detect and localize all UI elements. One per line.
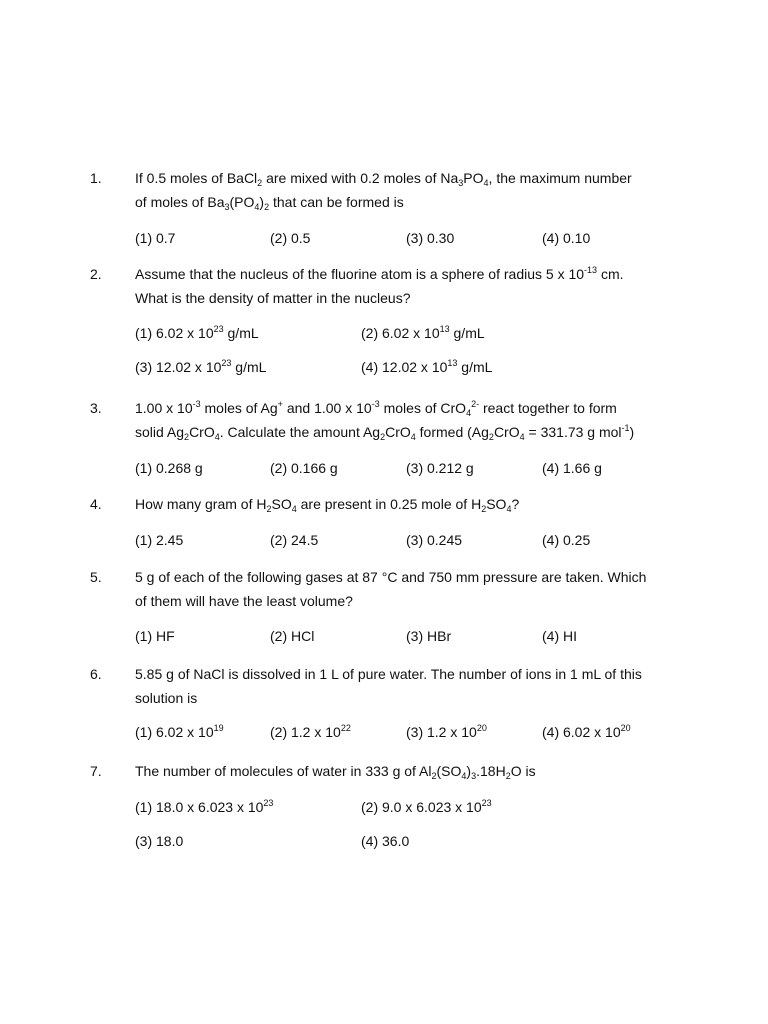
subscript: 3 (458, 178, 464, 188)
subscript: 2 (264, 202, 270, 212)
text-run: (3) 18.0 (135, 833, 184, 849)
text-run: Assume that the nucleus of the fluorine atom is a sphere of radius 5 x 10 (135, 266, 585, 282)
answer-option (135, 325, 259, 341)
subscript: 3 (471, 771, 477, 781)
answer-option (542, 724, 631, 740)
subscript: 4 (506, 504, 512, 514)
subscript: 3 (224, 202, 230, 212)
question-text-line (135, 290, 410, 306)
text-run: The number of molecules of water in 333 g of Al (135, 763, 432, 779)
answer-option (542, 628, 577, 644)
text-run: 1.00 x 10 (135, 400, 193, 416)
question-number: 4. (90, 496, 102, 512)
text-run: moles of CrO (379, 400, 467, 416)
text-run: and 1.00 x 10 (282, 400, 372, 416)
text-run: of moles of Ba (135, 194, 225, 210)
superscript: 13 (447, 358, 458, 368)
subscript: 2 (184, 432, 190, 442)
answer-option (135, 799, 273, 815)
text-run: CrO (385, 424, 411, 440)
text-run: SO (271, 496, 292, 512)
text-run: are mixed with 0.2 moles of Na (262, 170, 459, 186)
text-run: (4) 0.25 (542, 532, 591, 548)
question-text-line (135, 763, 536, 779)
text-run: . Calculate the amount Ag (219, 424, 381, 440)
text-run: (1) 0.268 g (135, 460, 203, 476)
text-run: .18H (476, 763, 506, 779)
text-run: g/mL (223, 325, 259, 341)
text-run: (1) 2.45 (135, 532, 184, 548)
text-run: ) (259, 194, 265, 210)
text-run: ) (629, 424, 635, 440)
text-run: formed (Ag (415, 424, 489, 440)
answer-option (135, 532, 183, 548)
text-run: of them will have the least volume? (135, 593, 353, 609)
answer-option (270, 460, 338, 476)
text-run: are present in 0.25 mole of H (296, 496, 482, 512)
text-run: cm. (597, 266, 624, 282)
answer-option (135, 833, 183, 849)
answer-option (406, 724, 487, 740)
answer-option (406, 628, 451, 644)
text-run: (1) HF (135, 628, 175, 644)
text-run: If 0.5 moles of BaCl (135, 170, 258, 186)
text-run: moles of Ag (200, 400, 278, 416)
answer-option (361, 799, 492, 815)
question-number: 2. (90, 266, 102, 282)
subscript: 2 (505, 771, 511, 781)
superscript: -3 (192, 399, 201, 409)
superscript: 22 (340, 723, 351, 733)
text-run: PO (463, 170, 484, 186)
subscript: 4 (410, 432, 416, 442)
text-run: (4) HI (542, 628, 577, 644)
text-run: (1) 0.7 (135, 230, 176, 246)
text-run: = 331.73 g mol (524, 424, 622, 440)
superscript: 23 (481, 798, 492, 808)
text-run: (2) 9.0 x 6.023 x 10 (361, 799, 482, 815)
question-text-line (135, 496, 519, 512)
question-number: 6. (90, 666, 102, 682)
superscript: 23 (263, 798, 274, 808)
answer-option (135, 230, 175, 246)
question-number: 3. (90, 400, 102, 416)
text-run: (1) 6.02 x 10 (135, 325, 214, 341)
text-run: , the maximum number (488, 170, 632, 186)
superscript: 23 (213, 324, 224, 334)
superscript: 23 (221, 358, 232, 368)
answer-option (135, 724, 224, 740)
question-text-line (135, 690, 197, 706)
text-run: (1) 6.02 x 10 (135, 724, 214, 740)
question-text-line (135, 400, 617, 416)
answer-option (361, 325, 485, 341)
answer-option (406, 532, 462, 548)
text-run: (2) 6.02 x 10 (361, 325, 440, 341)
text-run: O is (510, 763, 536, 779)
text-run: ? (511, 496, 520, 512)
text-run: solution is (135, 690, 198, 706)
subscript: 4 (214, 432, 220, 442)
superscript: -1 (621, 423, 630, 433)
text-run: SO (486, 496, 507, 512)
text-run: (3) 0.245 (406, 532, 463, 548)
question-number: 5. (90, 569, 102, 585)
text-run: (2) 0.166 g (270, 460, 338, 476)
text-run: ) (466, 763, 472, 779)
answer-option (270, 532, 318, 548)
text-run: (4) 36.0 (361, 833, 410, 849)
superscript: + (277, 399, 283, 409)
question-text-line (135, 266, 624, 282)
text-run: that can be formed is (269, 194, 404, 210)
subscript: 2 (380, 432, 386, 442)
superscript: -13 (584, 265, 598, 275)
subscript: 4 (461, 771, 467, 781)
text-run: How many gram of H (135, 496, 267, 512)
answer-option (406, 230, 454, 246)
subscript: 4 (291, 504, 297, 514)
answer-option (135, 359, 266, 375)
answer-option (135, 628, 175, 644)
question-text-line (135, 569, 646, 585)
superscript: 20 (620, 723, 631, 733)
text-run: 5 g of each of the following gases at 87 °C and 750 mm pressure are taken. Which (135, 569, 647, 585)
text-run: CrO (189, 424, 215, 440)
text-run: (3) HBr (406, 628, 452, 644)
answer-option (361, 833, 409, 849)
question-text-line (135, 194, 404, 210)
answer-option (270, 628, 314, 644)
answer-option (406, 460, 474, 476)
subscript: 2 (266, 504, 272, 514)
text-run: (2) 24.5 (270, 532, 319, 548)
text-run: (2) 1.2 x 10 (270, 724, 341, 740)
superscript: 20 (476, 723, 487, 733)
text-run: g/mL (457, 359, 493, 375)
text-run: (4) 1.66 g (542, 460, 602, 476)
text-run: 5.85 g of NaCl is dissolved in 1 L of pure water. The number of ions in 1 mL of this (135, 666, 642, 682)
subscript: 2 (257, 178, 263, 188)
superscript: 2- (471, 399, 480, 409)
text-run: (3) 12.02 x 10 (135, 359, 222, 375)
text-run: What is the density of matter in the nucleus? (135, 290, 411, 306)
text-run: (SO (436, 763, 462, 779)
text-run: react together to form (479, 400, 617, 416)
subscript: 2 (488, 432, 494, 442)
text-run: (3) 1.2 x 10 (406, 724, 477, 740)
subscript: 4 (254, 202, 260, 212)
text-run: (1) 18.0 x 6.023 x 10 (135, 799, 264, 815)
question-number: 1. (90, 170, 102, 186)
answer-option (542, 532, 590, 548)
question-text-line (135, 593, 353, 609)
subscript: 2 (481, 504, 487, 514)
question-number: 7. (90, 763, 102, 779)
superscript: 19 (213, 723, 224, 733)
superscript: -3 (371, 399, 380, 409)
text-run: (2) 0.5 (270, 230, 311, 246)
text-run: (4) 0.10 (542, 230, 591, 246)
text-run: (3) 0.212 g (406, 460, 474, 476)
subscript: 4 (519, 432, 525, 442)
text-run: g/mL (231, 359, 267, 375)
superscript: 13 (439, 324, 450, 334)
text-run: solid Ag (135, 424, 185, 440)
answer-option (270, 230, 310, 246)
answer-option (270, 724, 351, 740)
answer-option (135, 460, 203, 476)
text-run: (4) 12.02 x 10 (361, 359, 448, 375)
subscript: 4 (483, 178, 489, 188)
text-run: (2) HCl (270, 628, 315, 644)
subscript: 2 (431, 771, 437, 781)
text-run: (3) 0.30 (406, 230, 455, 246)
question-text-line (135, 170, 632, 186)
text-run: (4) 6.02 x 10 (542, 724, 621, 740)
text-run: CrO (493, 424, 520, 440)
answer-option (542, 460, 602, 476)
answer-option (542, 230, 590, 246)
answer-option (361, 359, 492, 375)
subscript: 4 (466, 408, 472, 418)
text-run: (PO (229, 194, 255, 210)
question-text-line (135, 666, 642, 682)
text-run: g/mL (449, 325, 485, 341)
question-text-line (135, 424, 634, 440)
